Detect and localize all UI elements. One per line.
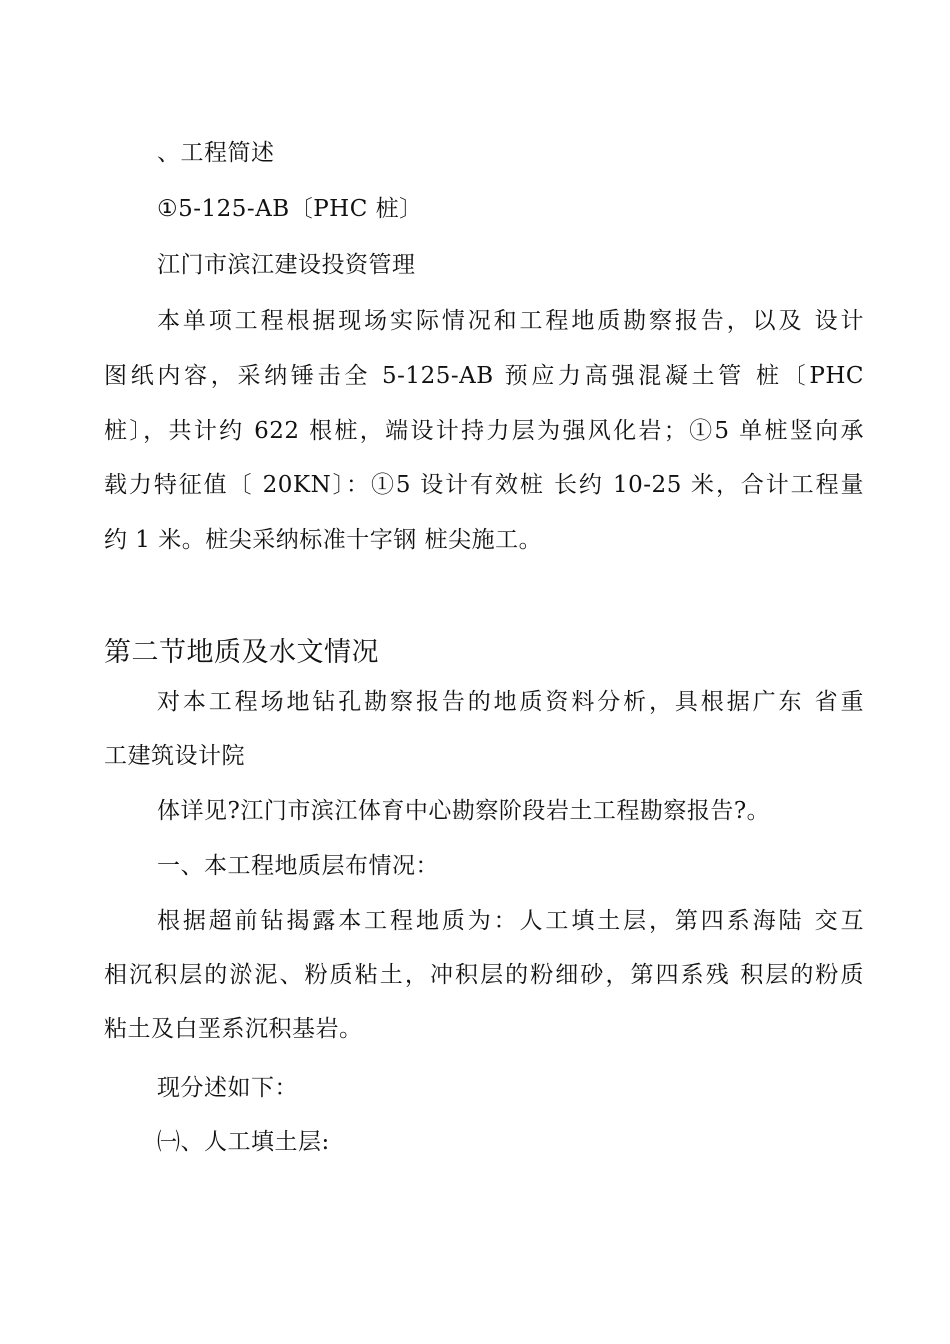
subsection-title: 一、本工程地质层布情况： bbox=[157, 853, 439, 879]
reference-line: 体详见?江门市滨江体育中心勘察阶段岩土工程勘察报告?。 bbox=[157, 798, 771, 824]
paragraph-line: 本单项工程根据现场实际情况和工程地质勘察报告，以及 设计 bbox=[157, 308, 864, 334]
paragraph-line: 工建筑设计院 bbox=[104, 743, 245, 769]
paragraph-line: 现分述如下： bbox=[157, 1075, 298, 1101]
section-title-project-overview: 、工程简述 bbox=[157, 140, 275, 166]
paragraph-line: 载力特征值〔 20KN〕：①5 设计有效桩 长约 10-25 米，合计工程量 bbox=[104, 472, 864, 498]
project-owner: 江门市滨江建设投资管理 bbox=[157, 252, 416, 278]
paragraph-line: 根据超前钻揭露本工程地质为：人工填土层，第四系海陆 交互 bbox=[157, 908, 864, 934]
section-heading-geology: 第二节地质及水文情况 bbox=[104, 637, 379, 668]
paragraph-line: 相沉积层的淤泥、粉质粘土，冲积层的粉细砂，第四系残 积层的粉质 bbox=[104, 962, 864, 988]
paragraph-line: 对本工程场地钻孔勘察报告的地质资料分析，具根据广东 省重 bbox=[157, 689, 864, 715]
project-pile-code: ①5-125-AB〔PHC 桩〕 bbox=[157, 196, 423, 222]
list-item-title: ㈠、人工填土层: bbox=[157, 1129, 330, 1155]
paragraph-line: 约 1 米。桩尖采纳标准十字钢 桩尖施工。 bbox=[104, 527, 543, 553]
paragraph-line: 粘土及白垩系沉积基岩。 bbox=[104, 1016, 363, 1042]
paragraph-line: 图纸内容，采纳锤击全 5-125-AB 预应力高强混凝土管 桩〔PHC bbox=[104, 363, 864, 389]
paragraph-line: 桩〕，共计约 622 根桩，端设计持力层为强风化岩；①5 单桩竖向承 bbox=[104, 418, 864, 444]
